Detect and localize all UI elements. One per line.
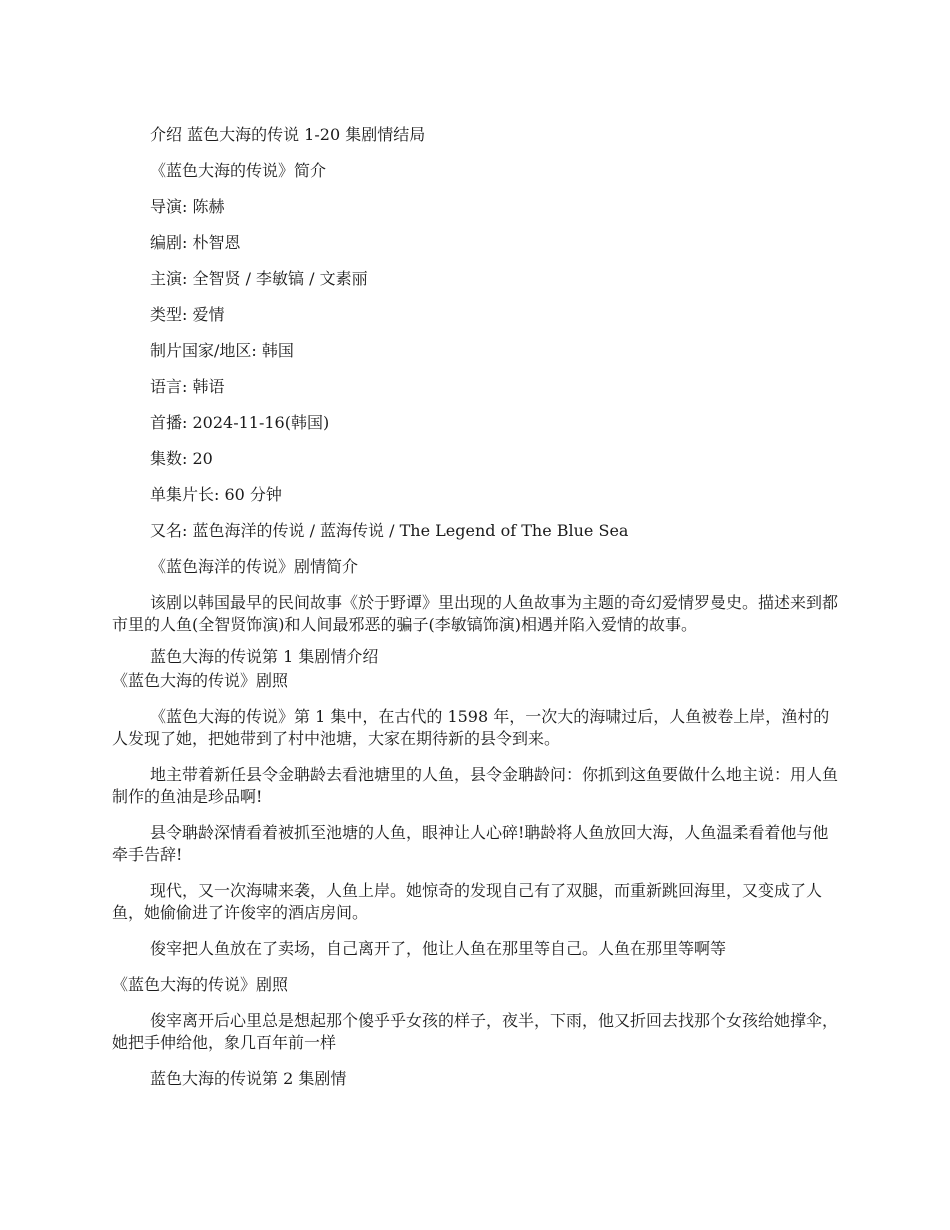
synopsis-heading: 《蓝色海洋的传说》剧情简介 bbox=[150, 557, 359, 576]
ep2-heading: 蓝色大海的传说第 2 集剧情 bbox=[150, 1069, 347, 1088]
episodes-line: 集数: 20 bbox=[150, 449, 213, 468]
photo-caption-2: 《蓝色大海的传说》剧照 bbox=[112, 975, 289, 994]
ep1-paragraph-2: 地主带着新任县令金聃龄去看池塘里的人鱼，县令金聃龄问：你抓到这鱼要做什么地主说：用人鱼制作的鱼油是珍品啊! bbox=[112, 765, 839, 806]
director-line: 导演: 陈赫 bbox=[150, 197, 225, 216]
photo-caption: 《蓝色大海的传说》剧照 bbox=[112, 671, 289, 690]
synopsis-paragraph: 该剧以韩国最早的民间故事《於于野谭》里出现的人鱼故事为主题的奇幻爱情罗曼史。描述来到都市里的人鱼(全智贤饰演)和人间最邪恶的骗子(李敏镐饰演)相遇并陷入爱情的故事。 bbox=[112, 593, 839, 634]
ep1-paragraph-5: 俊宰把人鱼放在了卖场，自己离开了，他让人鱼在那里等自己。人鱼在那里等啊等 bbox=[150, 939, 727, 958]
aka-line: 又名: 蓝色海洋的传说 / 蓝海传说 / The Legend of The Blue Sea bbox=[150, 521, 629, 540]
doc-title: 介绍 蓝色大海的传说 1-20 集剧情结局 bbox=[150, 125, 426, 144]
genre-line: 类型: 爱情 bbox=[150, 305, 225, 324]
premiere-line: 首播: 2024-11-16(韩国) bbox=[150, 413, 330, 432]
language-line: 语言: 韩语 bbox=[150, 377, 225, 396]
runtime-line: 单集片长: 60 分钟 bbox=[150, 485, 282, 504]
document-body bbox=[112, 124, 842, 1090]
writer-line: 编剧: 朴智恩 bbox=[150, 233, 241, 252]
cast-line: 主演: 全智贤 / 李敏镐 / 文素丽 bbox=[150, 269, 368, 288]
ep1-paragraph-4: 现代，又一次海啸来袭，人鱼上岸。她惊奇的发现自己有了双腿，而重新跳回海里，又变成了人鱼，她偷偷进了许俊宰的酒店房间。 bbox=[112, 881, 823, 922]
country-line: 制片国家/地区: 韩国 bbox=[150, 341, 294, 360]
ep1-paragraph-1: 《蓝色大海的传说》第 1 集中，在古代的 1598 年，一次大的海啸过后，人鱼被卷上岸，渔村的人发现了她，把她带到了村中池塘，大家在期待新的县令到来。 bbox=[112, 707, 830, 748]
ep1-heading: 蓝色大海的传说第 1 集剧情介绍 bbox=[150, 647, 379, 666]
ep1-paragraph-3: 县令聃龄深情看着被抓至池塘的人鱼，眼神让人心碎!聃龄将人鱼放回大海，人鱼温柔看着他与他牵手告辞! bbox=[112, 823, 829, 864]
ep1-after-photo-paragraph: 俊宰离开后心里总是想起那个傻乎乎女孩的样子，夜半，下雨，他又折回去找那个女孩给她撑伞，她把手伸给他，象几百年前一样 bbox=[112, 1011, 839, 1052]
intro-heading: 《蓝色大海的传说》简介 bbox=[150, 161, 327, 180]
